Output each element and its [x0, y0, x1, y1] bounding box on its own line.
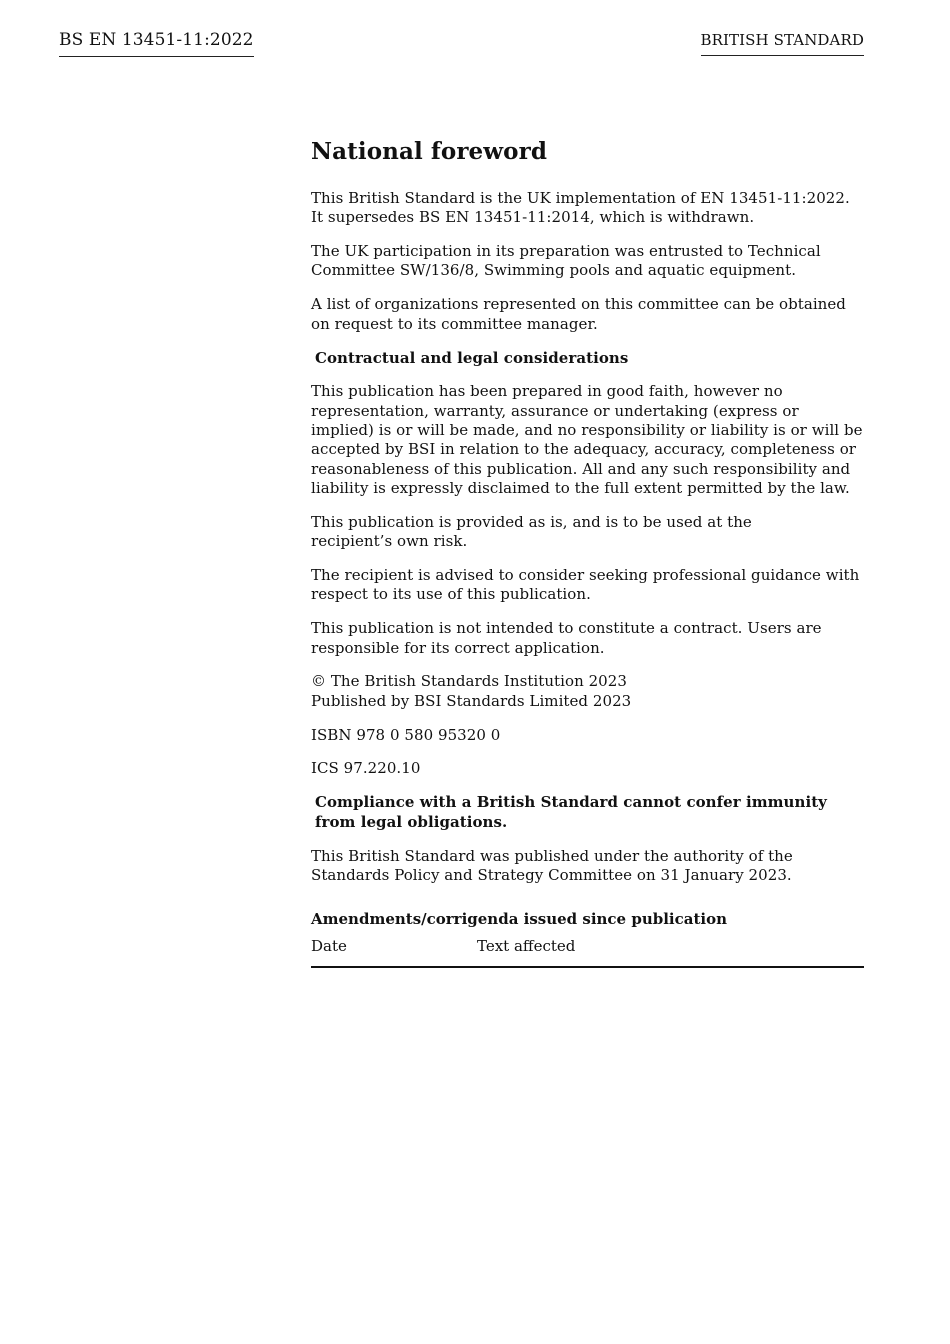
implementation-paragraph: This British Standard is the UK implementation of EN 13451-11:2022. It supersedes BS EN 13451-11:2014, which is withdrawn.: [311, 189, 850, 227]
compliance-statement: Compliance with a British Standard cannot confer immunity from legal obligations.: [315, 793, 827, 831]
good-faith-paragraph: This publication has been prepared in good faith, however no representation, warranty, assurance or undertaking (express or implied) is or will be made, and no responsibility or liability is or will be accepted by BSI in relation to the adequacy, accuracy, completeness or reasonableness of this publication. All and any such responsibility and liability is expressly disclaimed to the full extent permitted by the law.: [311, 382, 863, 497]
as-is-line-2: recipient’s own risk.: [311, 532, 468, 551]
page-title: National foreword: [311, 138, 548, 165]
participation-paragraph: The UK participation in its preparation was entrusted to Technical Committee SW/136/8, Swimming pools and aquatic equipment.: [311, 242, 821, 280]
committee-list-paragraph: A list of organizations represented on this committee can be obtained on request to its committee manager.: [311, 295, 846, 333]
authority-paragraph: This British Standard was published under the authority of the Standards Policy and Strategy Committee on 31 January 2023.: [311, 846, 793, 884]
as-is-paragraph: [311, 513, 864, 552]
amendments-heading: Amendments/corrigenda issued since publication: [311, 910, 727, 929]
copyright-block: [311, 672, 864, 711]
column-header-date: Date: [311, 937, 477, 967]
standard-type-label: BRITISH STANDARD: [701, 31, 865, 56]
amendments-header-row: [311, 937, 864, 967]
document-number: BS EN 13451-11:2022: [59, 30, 254, 57]
as-is-line-1: This publication is provided as is, and is to be used at the: [311, 512, 752, 531]
copyright-line: © The British Standards Institution 2023: [311, 672, 627, 691]
contract-paragraph: This publication is not intended to constitute a contract. Users are responsible for its correct application.: [311, 619, 822, 657]
publisher-line: Published by BSI Standards Limited 2023: [311, 691, 632, 710]
isbn-line: ISBN 978 0 580 95320 0: [311, 725, 501, 744]
guidance-paragraph: The recipient is advised to consider seeking professional guidance with respect to its use of this publication.: [311, 566, 860, 604]
column-header-text-affected: Text affected: [477, 937, 864, 967]
contractual-heading: Contractual and legal considerations: [315, 348, 629, 367]
ics-line: ICS 97.220.10: [311, 759, 421, 778]
national-foreword: [311, 138, 864, 968]
amendments-table: [311, 937, 864, 968]
